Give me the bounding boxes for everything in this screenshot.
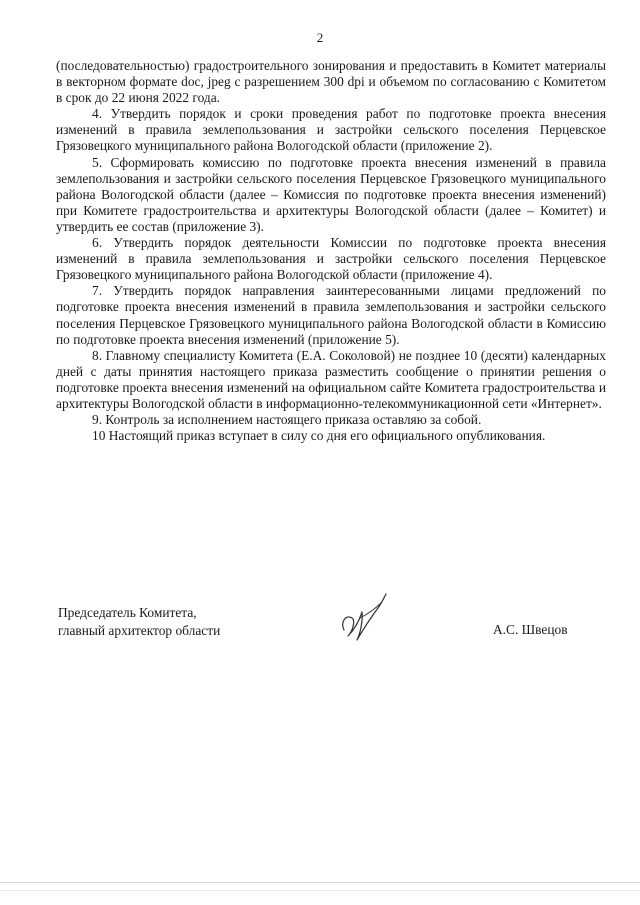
handwritten-signature: [330, 588, 400, 648]
paragraph-item-8: 8. Главному специалисту Комитета (Е.А. Соколовой) не позднее 10 (десяти) календарных дней с даты принятия настоящего приказа разместить сообщение о принятии решения о подготовке проекта внесения изменений на официальном сайте Комитета градостроительства и архитектуры Вологодской области в информационно-телекоммуникационной сети «Интернет».: [56, 347, 606, 411]
paragraph-item-4: 4. Утвердить порядок и сроки проведения работ по подготовке проекта внесения изменений в правила землепользования и застройки сельского поселения Перцевское Грязовецкого муниципального района Вологодской области (приложение 2).: [56, 106, 606, 154]
page-number: 2: [316, 30, 324, 45]
paragraph-item-5: 5. Сформировать комиссию по подготовке проекта внесения изменений в правила землепользования и застройки сельского поселения Перцевское Грязовецкого муниципального района Вологодской области (далее – Комиссия по подготовке проекта внесения изменений) при Комитете градостроительства и архитектуры Вологодской области (далее – Комитет) и утвердить ее состав (приложение 3).: [56, 154, 606, 234]
document-body: [56, 58, 606, 444]
paragraph-item-10: 10 Настоящий приказ вступает в силу со дня его официального опубликования.: [92, 428, 546, 444]
paragraph-item-6: 6. Утвердить порядок деятельности Комиссии по подготовке проекта внесения изменений в правила землепользования и застройки сельского поселения Перцевское Грязовецкого муниципального района Вологодской области (приложение 4).: [56, 235, 606, 283]
signatory-title-line-1: Председатель Комитета,: [58, 605, 197, 620]
scan-edge-line: [0, 890, 640, 891]
signatory-title-line-2: главный архитектор области: [58, 623, 221, 638]
signatory-title: [58, 604, 220, 640]
paragraph-item-9: 9. Контроль за исполнением настоящего приказа оставляю за собой.: [92, 412, 482, 428]
scan-edge-line: [0, 882, 640, 883]
paragraph-item-7: 7. Утвердить порядок направления заинтересованными лицами предложений по подготовке проекта внесения изменений в правила землепользования и застройки сельского поселения Перцевское Грязовецкого муниципального района Вологодской области в Комиссию по подготовке проекта внесения изменений (приложение 5).: [56, 283, 606, 347]
signatory-name: А.С. Швецов: [493, 622, 568, 637]
paragraph-continuation: (последовательностью) градостроительного зонирования и предоставить в Комитет материалы в векторном формате doc, jpeg с разрешением 300 dpi и объемом по согласованию с Комитетом в срок до 22 июня 2022 года.: [56, 58, 606, 106]
